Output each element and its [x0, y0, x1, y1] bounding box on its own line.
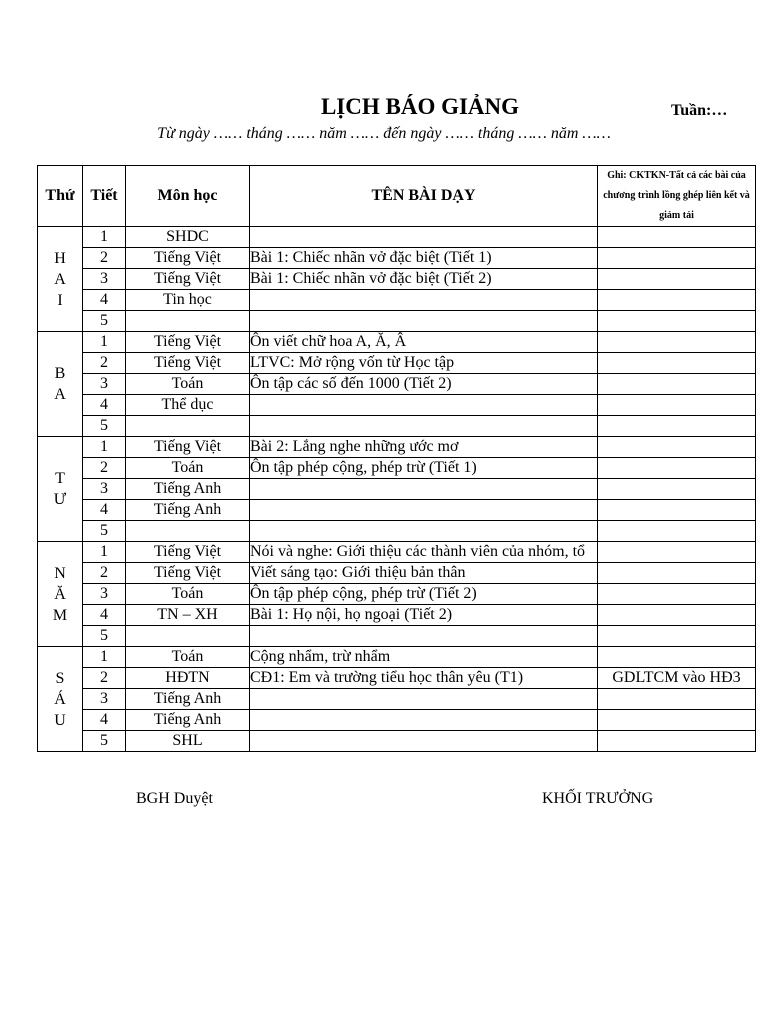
day-letter: S [55, 669, 65, 687]
notes-cell [598, 458, 756, 479]
notes-cell [598, 689, 756, 710]
table-row [38, 605, 756, 626]
notes-cell [598, 311, 756, 332]
lesson-cell: Ôn tập phép cộng, phép trừ (Tiết 2) [250, 584, 598, 605]
subject-cell: Toán [126, 647, 250, 668]
table-row [38, 542, 756, 563]
period-cell: 3 [83, 584, 126, 605]
subject-cell: Tiếng Việt [126, 248, 250, 269]
period-cell: 4 [83, 395, 126, 416]
table-row [38, 437, 756, 458]
right-signature: KHỐI TRƯỞNG [542, 790, 654, 807]
period-cell: 2 [83, 458, 126, 479]
subject-cell: Thể dục [126, 395, 250, 416]
period-cell: 5 [83, 626, 126, 647]
period-cell: 3 [83, 689, 126, 710]
lesson-cell [250, 626, 598, 647]
lesson-cell [250, 290, 598, 311]
subject-cell: TN – XH [126, 605, 250, 626]
notes-cell [598, 563, 756, 584]
table-row [38, 668, 756, 689]
day-letter: A [54, 270, 66, 288]
notes-cell [598, 542, 756, 563]
header-period: Tiết [83, 166, 126, 227]
subject-cell: SHL [126, 731, 250, 752]
subject-cell [126, 416, 250, 437]
date-range: Từ ngày …… tháng …… năm …… đến ngày …… tháng …… năm …… [157, 125, 611, 142]
notes-cell [598, 269, 756, 290]
period-cell: 5 [83, 521, 126, 542]
header-day: Thứ [38, 166, 83, 227]
notes-cell [598, 584, 756, 605]
lesson-cell [250, 500, 598, 521]
schedule-table [37, 165, 756, 752]
table-header-row [38, 166, 756, 227]
notes-cell [598, 416, 756, 437]
period-cell: 4 [83, 290, 126, 311]
table-row [38, 479, 756, 500]
day-cell [38, 542, 83, 647]
notes-cell [598, 374, 756, 395]
table-row [38, 353, 756, 374]
day-letter: N [54, 564, 66, 582]
day-cell [38, 437, 83, 542]
period-cell: 5 [83, 731, 126, 752]
lesson-cell: Ôn tập phép cộng, phép trừ (Tiết 1) [250, 458, 598, 479]
subject-cell: Tin học [126, 290, 250, 311]
table-row [38, 311, 756, 332]
table-row [38, 458, 756, 479]
subject-cell: Tiếng Việt [126, 542, 250, 563]
period-cell: 2 [83, 353, 126, 374]
period-cell: 4 [83, 710, 126, 731]
subject-cell: Tiếng Việt [126, 353, 250, 374]
table-row [38, 248, 756, 269]
header-lesson: TÊN BÀI DẠY [250, 166, 598, 227]
notes-cell [598, 710, 756, 731]
day-letter: M [52, 606, 68, 624]
period-cell: 5 [83, 416, 126, 437]
period-cell: 5 [83, 311, 126, 332]
day-letter: T [55, 470, 65, 487]
day-letter: Á [54, 690, 66, 708]
subject-cell: Toán [126, 458, 250, 479]
lesson-cell [250, 689, 598, 710]
header-notes: Ghi: CKTKN-Tất cả các bài của chương trình lồng ghép liên kết và giảm tải [598, 166, 756, 227]
table-row [38, 731, 756, 752]
notes-cell [598, 647, 756, 668]
table-row [38, 521, 756, 542]
notes-cell: GDLTCM vào HĐ3 [598, 668, 756, 689]
period-cell: 2 [83, 563, 126, 584]
subject-cell: HĐTN [126, 668, 250, 689]
table-row [38, 710, 756, 731]
subject-cell [126, 626, 250, 647]
lesson-cell: Bài 1: Họ nội, họ ngoại (Tiết 2) [250, 605, 598, 626]
subject-cell: Tiếng Anh [126, 710, 250, 731]
period-cell: 3 [83, 374, 126, 395]
period-cell: 4 [83, 605, 126, 626]
notes-cell [598, 437, 756, 458]
notes-cell [598, 605, 756, 626]
day-letter: A [54, 386, 66, 403]
day-cell [38, 227, 83, 332]
period-cell: 1 [83, 437, 126, 458]
day-letter: H [54, 249, 66, 267]
day-letter: U [54, 711, 66, 729]
day-letter: B [54, 365, 66, 382]
period-cell: 1 [83, 647, 126, 668]
notes-cell [598, 500, 756, 521]
lesson-cell: Ôn viết chữ hoa A, Ă, Â [250, 332, 598, 353]
table-row [38, 227, 756, 248]
table-row [38, 395, 756, 416]
table-row [38, 584, 756, 605]
day-letter: Ư [53, 491, 67, 508]
notes-cell [598, 290, 756, 311]
notes-cell [598, 353, 756, 374]
table-row [38, 689, 756, 710]
left-signature: BGH Duyệt [136, 790, 213, 807]
table-row [38, 647, 756, 668]
table-row [38, 563, 756, 584]
lesson-cell: Bài 2: Lắng nghe những ước mơ [250, 437, 598, 458]
notes-cell [598, 479, 756, 500]
table-row [38, 374, 756, 395]
table-row [38, 416, 756, 437]
subject-cell: SHDC [126, 227, 250, 248]
day-letter: Ă [54, 585, 66, 603]
subject-cell: Tiếng Việt [126, 563, 250, 584]
subject-cell: Tiếng Việt [126, 332, 250, 353]
subject-cell: Tiếng Anh [126, 500, 250, 521]
period-cell: 1 [83, 227, 126, 248]
day-letter: I [57, 291, 63, 309]
period-cell: 2 [83, 668, 126, 689]
notes-cell [598, 395, 756, 416]
subject-cell: Toán [126, 584, 250, 605]
notes-cell [598, 248, 756, 269]
lesson-cell: Cộng nhẩm, trừ nhẩm [250, 647, 598, 668]
schedule-body [38, 227, 756, 752]
lesson-cell [250, 227, 598, 248]
day-cell [38, 332, 83, 437]
notes-cell [598, 731, 756, 752]
lesson-cell: Ôn tập các số đến 1000 (Tiết 2) [250, 374, 598, 395]
lesson-cell: Viết sáng tạo: Giới thiệu bản thân [250, 563, 598, 584]
subject-cell: Toán [126, 374, 250, 395]
table-row [38, 500, 756, 521]
lesson-cell: LTVC: Mở rộng vốn từ Học tập [250, 353, 598, 374]
lesson-cell [250, 479, 598, 500]
subject-cell: Tiếng Việt [126, 437, 250, 458]
table-row [38, 626, 756, 647]
subject-cell: Tiếng Anh [126, 479, 250, 500]
subject-cell: Tiếng Anh [126, 689, 250, 710]
subject-cell [126, 521, 250, 542]
subject-cell [126, 311, 250, 332]
period-cell: 1 [83, 332, 126, 353]
period-cell: 3 [83, 269, 126, 290]
lesson-cell [250, 731, 598, 752]
subject-cell: Tiếng Việt [126, 269, 250, 290]
lesson-cell [250, 521, 598, 542]
page-title: LỊCH BÁO GIẢNG [320, 94, 520, 119]
notes-cell [598, 227, 756, 248]
lesson-cell [250, 311, 598, 332]
notes-cell [598, 332, 756, 353]
lesson-cell: Bài 1: Chiếc nhãn vở đặc biệt (Tiết 1) [250, 248, 598, 269]
period-cell: 4 [83, 500, 126, 521]
lesson-cell: Nói và nghe: Giới thiệu các thành viên của nhóm, tổ [250, 542, 598, 563]
week-label: Tuần:… [671, 102, 728, 119]
lesson-cell [250, 395, 598, 416]
period-cell: 2 [83, 248, 126, 269]
period-cell: 3 [83, 479, 126, 500]
lesson-cell [250, 416, 598, 437]
table-row [38, 290, 756, 311]
table-row [38, 332, 756, 353]
day-cell [38, 647, 83, 752]
period-cell: 1 [83, 542, 126, 563]
lesson-cell: Bài 1: Chiếc nhãn vở đặc biệt (Tiết 2) [250, 269, 598, 290]
table-row [38, 269, 756, 290]
lesson-cell [250, 710, 598, 731]
lesson-cell: CĐ1: Em và trường tiểu học thân yêu (T1) [250, 668, 598, 689]
notes-cell [598, 626, 756, 647]
header-subject: Môn học [126, 166, 250, 227]
notes-cell [598, 521, 756, 542]
